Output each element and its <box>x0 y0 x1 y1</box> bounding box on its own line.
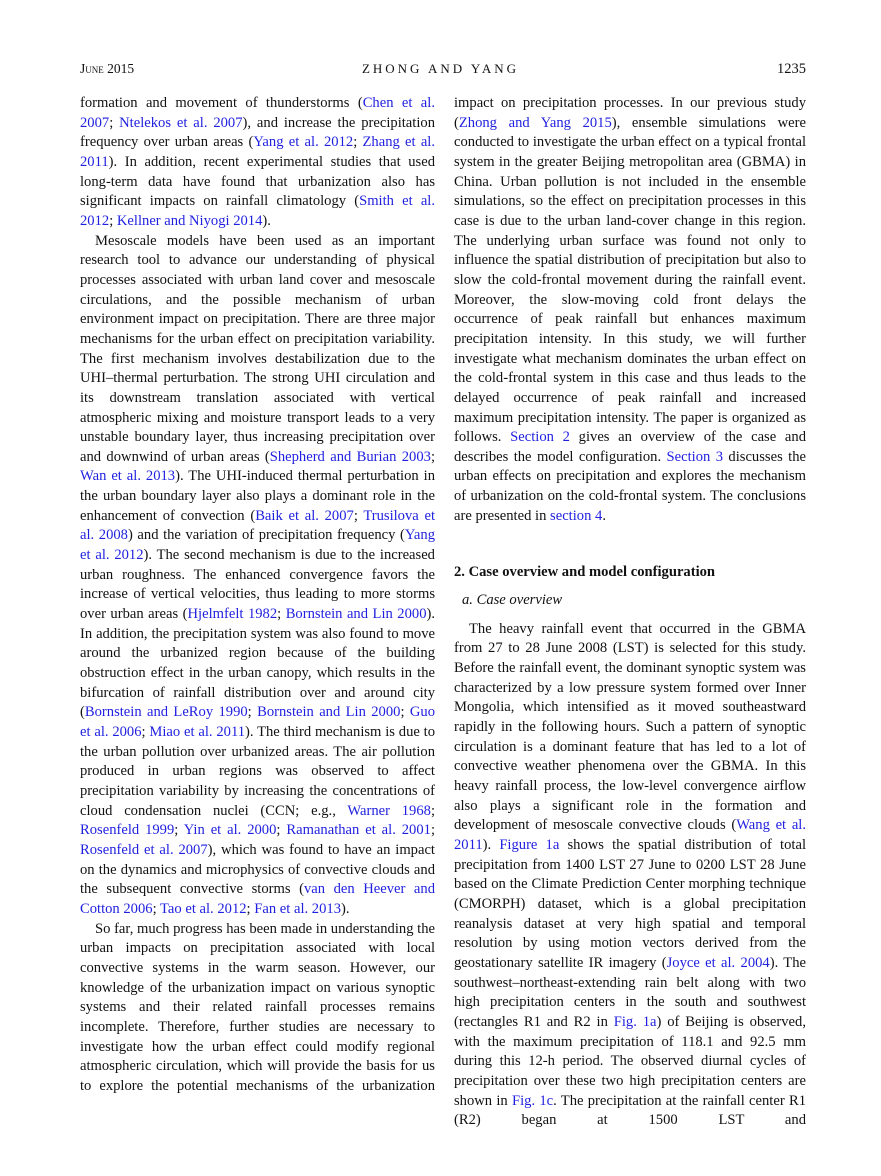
citation-link[interactable]: van den Heever and Cotton 2006 <box>80 881 435 917</box>
citation-link[interactable]: Yang et al. 2012 <box>80 527 435 564</box>
paragraph <box>454 620 806 1131</box>
citation-link[interactable]: Joyce et al. 2004 <box>666 954 770 971</box>
text-run: ; <box>246 900 255 917</box>
page-number: 1235 <box>777 61 806 77</box>
citation-link[interactable]: Miao et al. 2011 <box>149 724 246 740</box>
citation-link[interactable]: Shepherd and Burian 2003 <box>269 448 431 465</box>
citation-link[interactable]: Section 2 <box>510 429 570 446</box>
citation-link[interactable]: Hjelmfelt 1982 <box>187 606 278 623</box>
citation-link[interactable]: Zhong and Yang 2015 <box>458 114 612 131</box>
text-run: ; <box>247 704 258 721</box>
text-run: impact on precipitation processes. In our previous study ( <box>454 95 806 131</box>
text-run: discusses the urban effects on precipitation and explores the mechanism of urbanization on the cold-frontal system. The conclusions are presented in <box>454 448 806 524</box>
subsection-heading: a. Case overview <box>462 592 563 609</box>
text-run: The heavy rainfall event that occurred in the GBMA from 27 to 28 June 2008 (LST) is selected for this study. Before the rainfall event, the dominant synoptic system was characterized by a low pressure system formed over Inner Mongolia, which intensified as it moved southeastward rapidly in the following hours. Such a pattern of synoptic circulation is a dominant feature that has led to a lot of convective weather phenomena over the GBMA. In this heavy rainfall process, the low-level convergence airflow also plays a significant role in the formation and development of mesoscale convective clouds ( <box>454 620 806 834</box>
left-column <box>80 94 435 1096</box>
text-run: ; <box>174 822 184 839</box>
text-run: ). The second mechanism is due to the increased urban roughness. The enhanced convergence favors the increase of vertical velocities, thus leading to more storms over urban areas ( <box>80 547 435 623</box>
text-run: ; <box>141 724 150 740</box>
citation-link[interactable]: section 4 <box>550 507 603 524</box>
text-run: formation and movement of thunderstorms ( <box>80 95 363 111</box>
citation-link[interactable]: Bornstein and Lin 2000 <box>285 606 427 623</box>
text-run: ). <box>482 836 500 853</box>
paragraph <box>80 232 435 920</box>
text-run: ), and increase the precipitation frequency over urban areas ( <box>80 114 435 151</box>
citation-link[interactable]: Guo et al. 2006 <box>80 704 435 740</box>
citation-link[interactable]: Rosenfeld et al. 2007 <box>80 841 208 858</box>
text-run: . The precipitation at the rainfall center R1 (R2) began at 1500 LST and <box>454 1092 806 1129</box>
text-run: ; <box>277 606 286 623</box>
text-run: ) and the variation of precipitation frequency ( <box>127 527 405 544</box>
citation-link[interactable]: Section 3 <box>666 448 724 465</box>
citation-link[interactable]: Smith et al. 2012 <box>80 193 435 229</box>
citation-link[interactable]: Zhang et al. 2011 <box>80 134 436 170</box>
paragraph <box>80 920 435 1097</box>
text-run: gives an overview of the case and describes the model configuration. <box>454 429 807 465</box>
text-run: ). The third mechanism is due to the urban pollution over urbanized areas. The air pollution produced in urban regions was observed to affect precipitation variability by increasing the concentrations of cloud condensation nuclei (CCN; e.g., <box>80 724 436 819</box>
text-run: ; <box>109 212 117 229</box>
text-run: ). <box>341 900 350 917</box>
text-run: ). The UHI-induced thermal perturbation in the urban boundary layer also plays a dominant role in the enhancement of convection ( <box>80 468 435 524</box>
section-heading: 2. Case overview and model configuration <box>454 564 716 581</box>
text-run: ; <box>430 822 435 839</box>
citation-link[interactable]: Ntelekos et al. 2007 <box>119 114 243 131</box>
text-run: ; <box>353 507 364 524</box>
running-head-date: June 2015 <box>80 61 135 76</box>
text-run: ). <box>262 212 271 229</box>
text-run: ) of Beijing is observed, with the maximum precipitation of 118.1 and 92.5 mm during this 12-h period. The observed diurnal cycles of precipitation over these two high precipitation centers are shown in <box>454 1013 806 1109</box>
right-column <box>454 94 806 1131</box>
citation-link[interactable]: Figure 1a <box>499 836 560 853</box>
text-run: ; <box>430 802 436 819</box>
citation-link[interactable]: Wan et al. 2013 <box>80 468 176 485</box>
citation-link[interactable]: Ramanathan et al. 2001 <box>286 822 431 839</box>
text-run: ). The southwest–northeast-extending rain belt along with two high precipitation centers in the south and southwest (rectangles R1 and R2 in <box>454 954 806 1030</box>
citation-link[interactable]: Trusilova et al. 2008 <box>80 507 435 544</box>
text-run: ), ensemble simulations were conducted to investigate the urban effect on a typical frontal system in the greater Beijing metropolitan area (GBMA) in China. Urban pollution is not included in the ensemble simulations, so the effect on precipitation processes in this case is due to the urban land-cover change in this region. The underlying urban surface was found not only to influence the spatial distribution of precipitation but also to slow the cold-frontal movement during the rainfall event. Moreover, the slow-moving cold front delays the occurrence of peak rainfall but enhances maximum precipitation intensity. In this study, we will further investigate what mechanism dominates the urban effect on the cold-frontal system in this case and thus leads to the delayed occurrence of peak rainfall and increased maximum precipitation intensity. The paper is organized as follows. <box>454 114 806 446</box>
text-run: shows the spatial distribution of total precipitation from 1400 LST 27 June to 0200 LST 28 June based on the Climate Prediction Center morphing technique (CMORPH) dataset, which is a global precipitation reanalysis dataset at very high spatial and temporal resolution by using motion vectors derived from the geostationary satellite IR imagery ( <box>454 836 806 971</box>
text-run: ), which was found to have an impact on the dynamics and microphysics of convective clouds and the subsequent convective storms ( <box>80 841 435 898</box>
citation-link[interactable]: Fig. 1c <box>512 1092 554 1109</box>
citation-link[interactable]: Yang et al. 2012 <box>253 134 354 151</box>
text-run: ; <box>109 114 120 131</box>
text-run: So far, much progress has been made in understanding the urban impacts on precipitation associated with local convective systems in the warm season. However, our knowledge of the urbanization impact on various synoptic systems and their related rainfall processes remains incomplete. Therefore, further studies are necessary to investigate how the urban effect could modify regional atmospheric circulation, which will provide the basis for us to explore the potential mechanisms of the urbanization <box>80 920 435 1094</box>
citation-link[interactable]: Yin et al. 2000 <box>183 822 277 839</box>
citation-link[interactable]: Tao et al. 2012 <box>160 900 247 917</box>
text-run: ; <box>353 134 363 151</box>
right-column-intro <box>454 94 806 526</box>
text-run: Mesoscale models have been used as an important research tool to advance our understanding of physical processes associated with urban land cover and mesoscale circulations, and the possible mechanism of urban environment impact on precipitation. There are three major mechanisms for the urban effect on precipitation variability. The first mechanism involves destabilization due to the UHI–thermal perturbation. The strong UHI circulation and its downstream translation associated with vertical atmospheric mixing and moisture transport leads to a very unstable boundary layer, thus increasing precipitation over and downwind of urban areas ( <box>80 232 435 465</box>
case-overview-body <box>454 620 806 1131</box>
text-run: ; <box>430 448 435 465</box>
paragraph <box>80 94 435 232</box>
citation-link[interactable]: Warner 1968 <box>347 802 431 819</box>
citation-link[interactable]: Fig. 1a <box>613 1013 657 1030</box>
text-run: ; <box>400 704 410 721</box>
paragraph <box>454 94 806 526</box>
text-run: ). In addition, recent experimental studies that used long-term data have found that urbanization also has significant impacts on rainfall climatology ( <box>80 153 435 210</box>
citation-link[interactable]: Kellner and Niyogi 2014 <box>116 212 263 229</box>
citation-link[interactable]: Wang et al. 2011 <box>454 817 807 853</box>
citation-link[interactable]: Bornstein and Lin 2000 <box>257 704 401 721</box>
citation-link[interactable]: Chen et al. 2007 <box>80 95 435 131</box>
citation-link[interactable]: Fan et al. 2013 <box>254 900 341 917</box>
citation-link[interactable]: Baik et al. 2007 <box>255 507 354 524</box>
citation-link[interactable]: Rosenfeld 1999 <box>80 822 175 839</box>
text-run: ). In addition, the precipitation system was also found to move around the urbanized region because of the building obstruction effect in the urban canopy, which results in the bifurcation of rainfall distribution over and around city ( <box>80 606 436 721</box>
text-run: ; <box>276 822 287 839</box>
text-run: ; <box>152 900 161 917</box>
text-run: . <box>602 507 606 524</box>
running-head-authors: ZHONG AND YANG <box>361 61 520 76</box>
citation-link[interactable]: Bornstein and LeRoy 1990 <box>84 704 248 721</box>
